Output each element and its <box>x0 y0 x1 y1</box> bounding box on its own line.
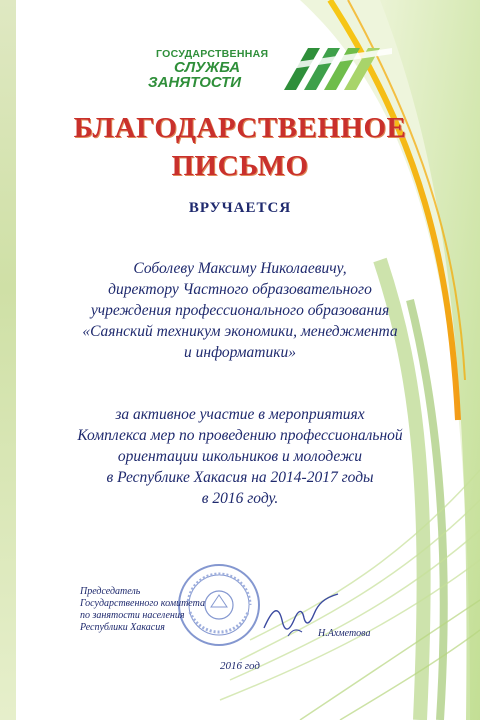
recipient-line: «Саянский техникум экономики, менеджмента <box>82 323 398 340</box>
recipient-line: Соболеву Максиму Николаевичу, <box>133 260 347 277</box>
certificate-title-line1: БЛАГОДАРСТВЕННОЕ <box>73 112 407 144</box>
logo-stripes-icon <box>274 44 392 92</box>
issue-year: 2016 год <box>220 660 260 672</box>
signatory-position-line: по занятости населения <box>80 610 185 621</box>
signatory-position-line: Государственного комитета <box>80 598 205 609</box>
signatory-position-line: Республики Хакасия <box>80 622 165 633</box>
employment-service-logo <box>146 42 396 102</box>
recipient-line: и информатики» <box>184 344 296 361</box>
signer-name: Н.Ахметова <box>318 628 371 639</box>
certificate-title-line2: ПИСЬМО <box>171 150 309 182</box>
certificate-subtitle: ВРУЧАЕТСЯ <box>188 200 292 216</box>
reason-line: в 2016 году. <box>201 490 279 507</box>
reason-block <box>30 404 450 509</box>
recipient-line: учреждения профессионального образования <box>90 302 390 319</box>
reason-line: ориентации школьников и молодежи <box>117 448 363 465</box>
logo-text-line3: ЗАНЯТОСТИ <box>148 74 242 91</box>
signatory-position-line: Председатель <box>80 586 141 597</box>
recipient-line: директору Частного образовательного <box>108 281 372 298</box>
signatory-position <box>80 586 280 634</box>
logo-text-line1: ГОСУДАРСТВЕННАЯ <box>156 48 269 60</box>
logo-text-line2: СЛУЖБА <box>174 59 241 76</box>
reason-line: в Республике Хакасия на 2014-2017 годы <box>106 469 374 486</box>
reason-line: за активное участие в мероприятиях <box>115 406 365 423</box>
recipient-block <box>40 258 440 363</box>
reason-line: Комплекса мер по проведению профессиональной <box>77 427 403 444</box>
